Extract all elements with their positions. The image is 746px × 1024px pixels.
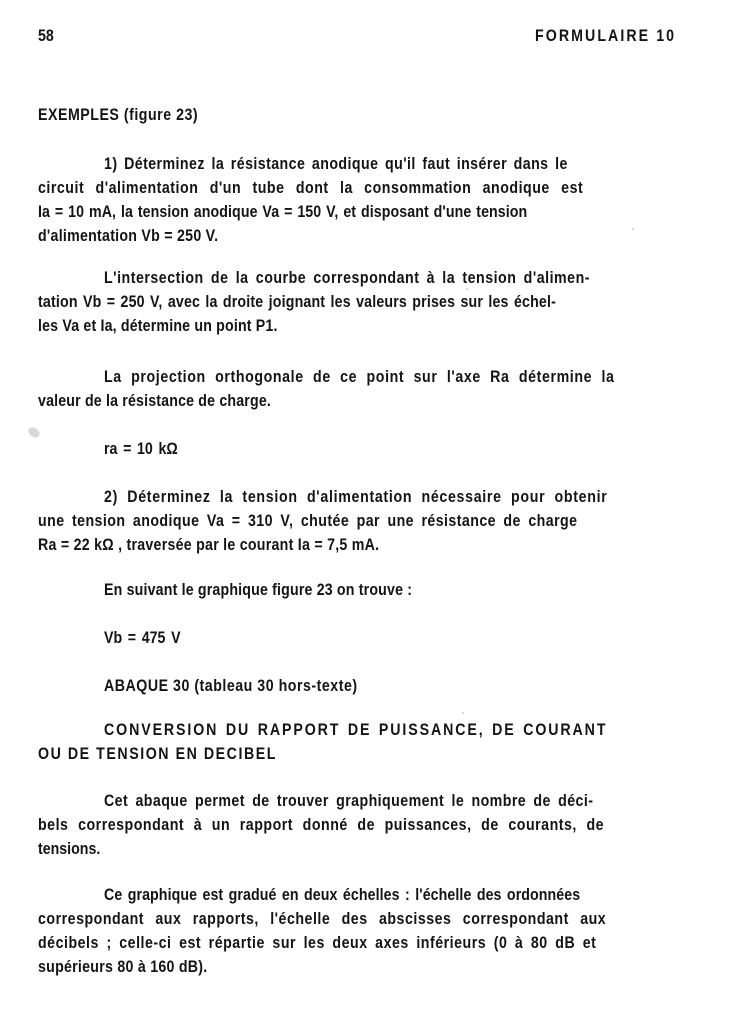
abaque-paragraph-1-line-1: Cet abaque permet de trouver graphiquement le nombre de déci- <box>104 792 594 810</box>
examples-heading: EXEMPLES (figure 23) <box>38 106 199 124</box>
example-1-line-2: circuit d'alimentation d'un tube dont la consommation anodique est <box>38 179 584 197</box>
abaque-title-line-1: CONVERSION DU RAPPORT DE PUISSANCE, DE COURANT <box>104 721 608 739</box>
abaque-reference: ABAQUE 30 (tableau 30 hors-texte) <box>104 677 358 695</box>
abaque-title-block <box>38 718 666 766</box>
example-1-line-1: 1) Déterminez la résistance anodique qu'il faut insérer dans le <box>104 155 568 173</box>
abaque-paragraph-2-line-1: Ce graphique est gradué en deux échelles : l'échelle des ordonnées <box>104 886 581 904</box>
example-2-line-3: Ra = 22 kΩ , traversée par le courant Ia = 7,5 mA. <box>38 536 380 554</box>
explanation-2-line-2: valeur de la résistance de charge. <box>38 392 272 410</box>
examples-heading-block <box>38 103 666 127</box>
text-line <box>38 674 666 698</box>
example-2-paragraph <box>38 485 666 557</box>
page-number: 58 <box>38 27 54 45</box>
follow-text: En suivant le graphique figure 23 on trouve : <box>104 581 413 599</box>
running-title: FORMULAIRE 10 <box>534 27 676 45</box>
text-line <box>38 152 666 176</box>
explanation-2-line-1: La projection orthogonale de ce point sur l'axe Ra détermine la <box>104 368 615 386</box>
abaque-paragraph-2-line-3: décibels ; celle-ci est répartie sur les deux axes inférieurs (0 à 80 dB et <box>38 934 597 952</box>
abaque-paragraph-1-line-3: tensions. <box>38 840 101 858</box>
abaque-paragraph-2 <box>38 883 666 979</box>
result-1: ra = 10 kΩ <box>104 440 178 458</box>
example-1-line-3: Ia = 10 mA, la tension anodique Va = 150 V, et disposant d'une tension <box>38 203 528 221</box>
abaque-paragraph-1-line-2: bels correspondant à un rapport donné de puissances, de courants, de <box>38 816 605 834</box>
text-line <box>38 883 666 907</box>
example-2-line-1: 2) Déterminez la tension d'alimentation nécessaire pour obtenir <box>104 488 608 506</box>
text-line <box>38 626 666 650</box>
text-line <box>38 266 666 290</box>
abaque-paragraph-2-line-4: supérieurs 80 à 160 dB). <box>38 958 208 976</box>
explanation-1-line-3: les Va et Ia, détermine un point P1. <box>38 317 278 335</box>
follow-text-block <box>38 578 666 602</box>
explanation-1-paragraph <box>38 266 666 338</box>
text-line <box>38 789 666 813</box>
example-1-line-4: d'alimentation Vb = 250 V. <box>38 227 219 245</box>
abaque-title-line-2: OU DE TENSION EN DECIBEL <box>38 745 277 763</box>
paper-speck <box>462 712 464 714</box>
abaque-paragraph-2-line-2: correspondant aux rapports, l'échelle des abscisses correspondant aux <box>38 910 607 928</box>
explanation-1-line-1: L'intersection de la courbe correspondant à la tension d'alimen- <box>104 269 591 287</box>
result-2-block <box>38 626 666 650</box>
paper-speck <box>466 288 468 290</box>
text-line <box>38 485 666 509</box>
text-line <box>38 718 666 742</box>
example-2-line-2: une tension anodique Va = 310 V, chutée par une résistance de charge <box>38 512 578 530</box>
explanation-2-paragraph <box>38 365 666 413</box>
text-line <box>38 365 666 389</box>
result-2: Vb = 475 V <box>104 629 181 647</box>
abaque-reference-block <box>38 674 666 698</box>
abaque-paragraph-1 <box>38 789 666 861</box>
explanation-1-line-2: tation Vb = 250 V, avec la droite joignant les valeurs prises sur les échel- <box>38 293 556 311</box>
text-line <box>38 578 666 602</box>
example-1-paragraph <box>38 152 666 248</box>
text-line <box>38 437 666 461</box>
result-1-block <box>38 437 666 461</box>
paper-speck <box>632 228 634 230</box>
